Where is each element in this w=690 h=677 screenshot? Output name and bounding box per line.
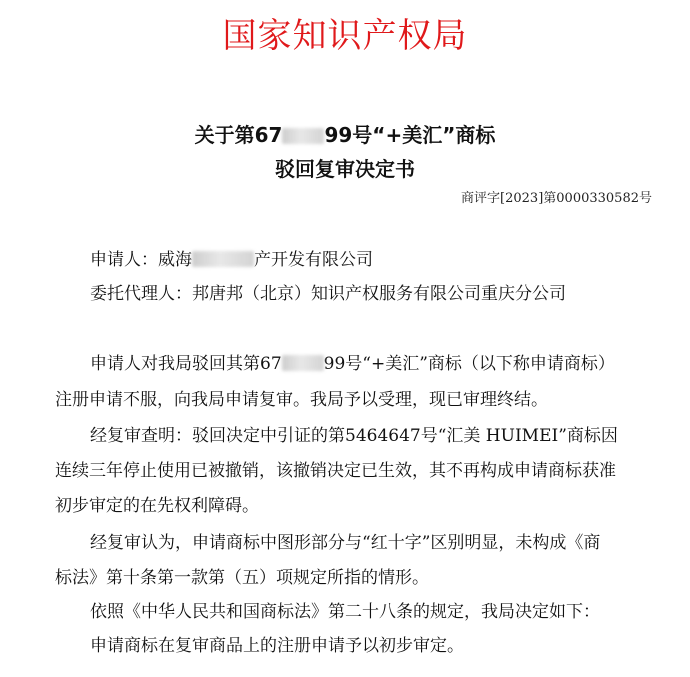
paragraph-3-line-2: 标法》第十条第一款第（五）项规定所指的情形。 [55,568,429,588]
agent-line: 委托代理人：邦唐邦（北京）知识产权服务有限公司重庆分公司 [90,284,566,304]
applicant-suffix: 产开发有限公司 [254,250,373,270]
paragraph-5-line-1: 申请商标在复审商品上的注册申请予以初步审定。 [90,636,464,656]
reference-number: 商评字[2023]第0000330582号 [461,191,652,206]
p1-prefix: 申请人对我局驳回其第67 [90,354,282,374]
document-title-line2: 驳回复审决定书 [275,157,415,181]
applicant-prefix: 申请人：威海 [90,250,192,270]
redacted-mark [192,251,254,267]
paragraph-2-line-2: 连续三年停止使用已被撤销，该撤销决定已生效，其不再构成申请商标获准 [55,461,616,481]
paragraph-1-line-1 [90,352,615,376]
redacted-mark [282,355,324,371]
title-prefix: 关于第67 [194,123,283,147]
paragraph-3-line-1: 经复审认为，申请商标中图形部分与“红十字”区别明显，未构成《商 [90,533,601,553]
applicant-line [90,248,373,272]
p1-suffix: 99号“+美汇”商标（以下称申请商标） [323,354,615,374]
paragraph-4-line-1: 依照《中华人民共和国商标法》第二十八条的规定，我局决定如下： [90,602,600,622]
document-title-line1 [0,122,690,148]
redacted-mark [282,128,324,144]
paragraph-2-line-3: 初步审定的在先权利障碍。 [55,496,259,516]
paragraph-1-line-2: 注册申请不服，向我局申请复审。我局予以受理，现已审理终结。 [55,390,548,410]
paragraph-2-line-1: 经复审查明：驳回决定中引证的第5464647号“汇美 HUIMEI”商标因 [90,426,618,446]
title-suffix: 99号“+美汇”商标 [324,123,496,147]
agency-header: 国家知识产权局 [222,16,468,56]
